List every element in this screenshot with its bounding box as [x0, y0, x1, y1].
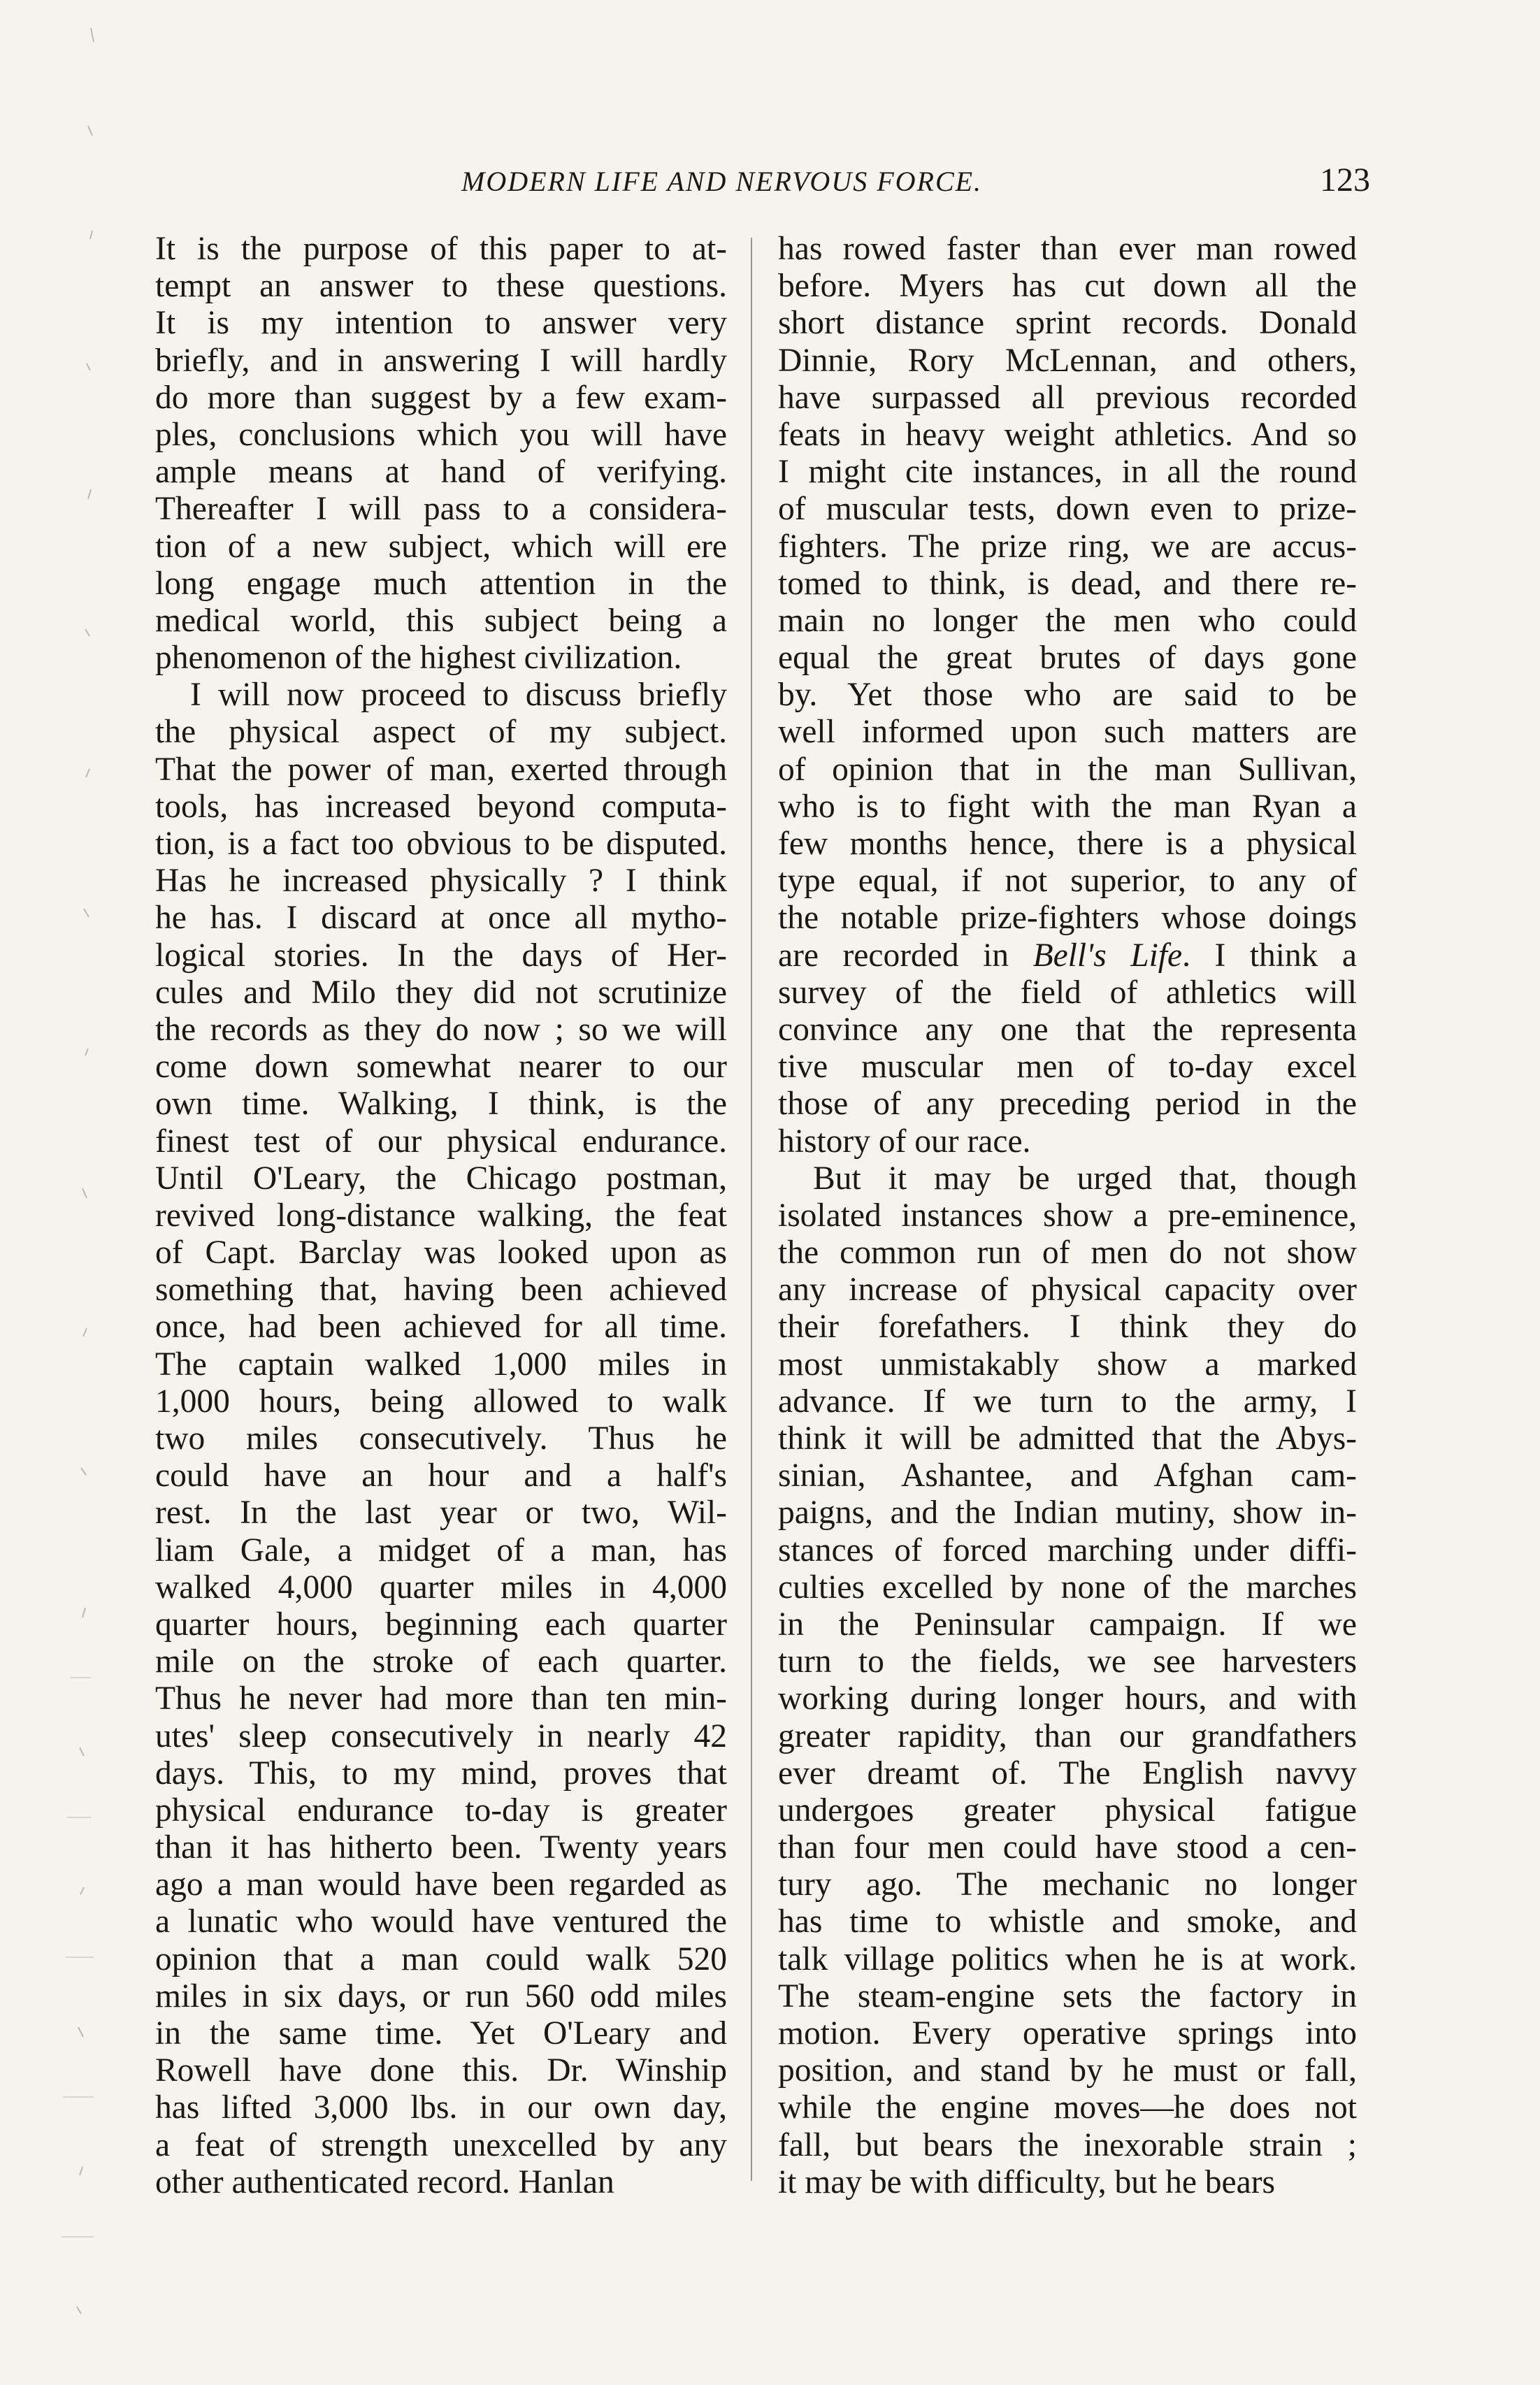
- text-line: survey of the field of athletics will: [778, 974, 1357, 1011]
- text-line: miles in six days, or run 560 odd miles: [155, 1977, 727, 2015]
- text-line: short distance sprint records. Donald: [778, 305, 1357, 342]
- text-line: come down somewhat nearer to our: [155, 1049, 727, 1086]
- text-line: days. This, to my mind, proves that: [155, 1754, 727, 1792]
- text-line: of Capt. Barclay was looked upon as: [155, 1234, 727, 1271]
- text-line: before. Myers has cut down all the: [778, 268, 1357, 305]
- text-line: Thus he never had more than ten min-: [155, 1680, 727, 1717]
- text-line: those of any preceding period in the: [778, 1086, 1357, 1123]
- text-line: ever dreamt of. The English navvy: [778, 1754, 1357, 1792]
- text-line: quarter hours, beginning each quarter: [155, 1606, 727, 1643]
- text-line: Rowell have done this. Dr. Winship: [155, 2052, 727, 2089]
- text-line: mile on the stroke of each quarter.: [155, 1643, 727, 1680]
- text-line: something that, having been achieved: [155, 1271, 727, 1309]
- paragraph: [778, 231, 1357, 1160]
- text-line: position, and stand by he must or fall,: [778, 2052, 1357, 2089]
- text-line: motion. Every operative springs into: [778, 2015, 1357, 2052]
- text-line: Has he increased physically ? I think: [155, 863, 727, 900]
- text-line: That the power of man, exerted through: [155, 751, 727, 788]
- text-line: than it has hitherto been. Twenty years: [155, 1829, 727, 1866]
- periodical-title: Bell's Life: [1032, 937, 1183, 974]
- text-line: turn to the fields, we see harvesters: [778, 1643, 1357, 1680]
- text-line: It is the purpose of this paper to at-: [155, 231, 727, 267]
- text-line: liam Gale, a midget of a man, has: [155, 1532, 727, 1569]
- text-line: physical endurance to-day is greater: [155, 1792, 727, 1829]
- page-binding-edge: [42, 0, 105, 2382]
- text-line: a lunatic who would have ventured the: [155, 1903, 727, 1940]
- text-line: while the engine moves—he does not: [778, 2089, 1357, 2126]
- text-line: the records as they do now ; so we will: [155, 1011, 727, 1048]
- text-line: tive muscular men of to-day excel: [778, 1049, 1357, 1086]
- text-line: ples, conclusions which you will have: [155, 416, 727, 453]
- running-title: MODERN LIFE AND NERVOUS FORCE.: [461, 166, 983, 197]
- text-line: logical stories. In the days of Her-: [155, 937, 727, 974]
- text-line: any increase of physical capacity over: [778, 1271, 1357, 1309]
- text-line: isolated instances show a pre-eminence,: [778, 1197, 1357, 1234]
- paragraph: [155, 677, 727, 2201]
- text-line: most unmistakably show a marked: [778, 1346, 1357, 1383]
- text-line: walked 4,000 quarter miles in 4,000: [155, 1569, 727, 1606]
- text-line: advance. If we turn to the army, I: [778, 1383, 1357, 1420]
- text-line: long engage much attention in the: [155, 565, 727, 602]
- text-line: two miles consecutively. Thus he: [155, 1420, 727, 1457]
- text-line: tury ago. The mechanic no longer: [778, 1866, 1357, 1903]
- text-line: has lifted 3,000 lbs. in our own day,: [155, 2089, 727, 2126]
- text-line: I will now proceed to discuss briefly: [190, 677, 727, 714]
- text-line: The steam-engine sets the factory in: [778, 1977, 1357, 2015]
- text-line: revived long-distance walking, the feat: [155, 1197, 727, 1234]
- text-line: than four men could have stood a cen-: [778, 1829, 1357, 1866]
- text-line: culties excelled by none of the marches: [778, 1569, 1357, 1606]
- text-line: well informed upon such matters are: [778, 714, 1357, 751]
- text-line: paigns, and the Indian mutiny, show in-: [778, 1494, 1357, 1532]
- text-line: who is to fight with the man Ryan a: [778, 788, 1357, 825]
- text-line: he has. I discard at once all mytho-: [155, 900, 727, 937]
- text-line: phenomenon of the highest civilization.: [155, 640, 682, 677]
- running-header: [161, 161, 1370, 207]
- text-line: But it may be urged that, though: [813, 1160, 1357, 1197]
- text-line: few months hence, there is a physical: [778, 826, 1357, 862]
- column-divider: [751, 238, 752, 2181]
- text-line: a feat of strength unexcelled by any: [155, 2126, 727, 2163]
- text-line: in the Peninsular campaign. If we: [778, 1606, 1357, 1643]
- text-line: stances of forced marching under diffi-: [778, 1532, 1357, 1569]
- text-line: tion, is a fact too obvious to be disputed.: [155, 826, 727, 862]
- text-line: of muscular tests, down even to prize-: [778, 491, 1357, 528]
- text-line: Dinnie, Rory McLennan, and others,: [778, 342, 1357, 379]
- paragraph: [155, 231, 727, 677]
- text-line: own time. Walking, I think, is the: [155, 1086, 727, 1123]
- text-line: tools, has increased beyond computa-: [155, 788, 727, 825]
- text-line: medical world, this subject being a: [155, 602, 727, 639]
- text-line: type equal, if not superior, to any of: [778, 863, 1357, 900]
- text-line: ample means at hand of verifying.: [155, 454, 727, 491]
- text-line: The captain walked 1,000 miles in: [155, 1346, 727, 1383]
- text-line: Thereafter I will pass to a considera-: [155, 491, 727, 528]
- text-line: has time to whistle and smoke, and: [778, 1903, 1357, 1940]
- text-line: of opinion that in the man Sullivan,: [778, 751, 1357, 788]
- text-line: briefly, and in answering I will hardly: [155, 342, 727, 379]
- text-line: greater rapidity, than our grandfathers: [778, 1717, 1357, 1754]
- text-line: it may be with difficulty, but he bears: [778, 2163, 1276, 2200]
- text-line: undergoes greater physical fatigue: [778, 1792, 1357, 1829]
- text-line: 1,000 hours, being allowed to walk: [155, 1383, 727, 1420]
- text-line: cules and Milo they did not scrutinize: [155, 974, 727, 1011]
- text-line: are recorded in Bell's Life. I think a: [778, 937, 1357, 974]
- text-line: tion of a new subject, which will ere: [155, 528, 727, 565]
- right-column: [778, 231, 1357, 2201]
- text-line: I might cite instances, in all the round: [778, 454, 1357, 491]
- text-line: has rowed faster than ever man rowed: [778, 231, 1357, 267]
- text-line: could have an hour and a half's: [155, 1457, 727, 1494]
- text-line: feats in heavy weight athletics. And so: [778, 416, 1357, 453]
- text-line: utes' sleep consecutively in nearly 42: [155, 1717, 727, 1754]
- paragraph: [778, 1160, 1357, 2201]
- text-line: once, had been achieved for all time.: [155, 1309, 727, 1346]
- text-line: the common run of men do not show: [778, 1234, 1357, 1271]
- text-line: fall, but bears the inexorable strain ;: [778, 2126, 1357, 2163]
- text-line: tomed to think, is dead, and there re-: [778, 565, 1357, 602]
- text-line: main no longer the men who could: [778, 602, 1357, 639]
- text-line: convince any one that the representa: [778, 1011, 1357, 1048]
- text-line: history of our race.: [778, 1123, 1031, 1160]
- text-line: in the same time. Yet O'Leary and: [155, 2015, 727, 2052]
- text-line: It is my intention to answer very: [155, 305, 727, 342]
- text-line: think it will be admitted that the Abys-: [778, 1420, 1357, 1457]
- text-line: Until O'Leary, the Chicago postman,: [155, 1160, 727, 1197]
- left-column: [155, 231, 727, 2201]
- text-line: talk village politics when he is at work.: [778, 1940, 1357, 1977]
- text-line: ago a man would have been regarded as: [155, 1866, 727, 1903]
- text-line: have surpassed all previous recorded: [778, 379, 1357, 416]
- text-line: opinion that a man could walk 520: [155, 1940, 727, 1977]
- text-line: their forefathers. I think they do: [778, 1309, 1357, 1346]
- text-line: rest. In the last year or two, Wil-: [155, 1494, 727, 1532]
- page-number: 123: [1320, 161, 1370, 199]
- text-line: sinian, Ashantee, and Afghan cam-: [778, 1457, 1357, 1494]
- text-line: do more than suggest by a few exam-: [155, 379, 727, 416]
- text-line: fighters. The prize ring, we are accus-: [778, 528, 1357, 565]
- text-line: finest test of our physical endurance.: [155, 1123, 727, 1160]
- text-line: equal the great brutes of days gone: [778, 640, 1357, 677]
- text-line: tempt an answer to these questions.: [155, 268, 727, 305]
- text-line: the notable prize-fighters whose doings: [778, 900, 1357, 937]
- text-line: other authenticated record. Hanlan: [155, 2163, 614, 2200]
- text-line: working during longer hours, and with: [778, 1680, 1357, 1717]
- text-line: the physical aspect of my subject.: [155, 714, 727, 751]
- text-line: by. Yet those who are said to be: [778, 677, 1357, 714]
